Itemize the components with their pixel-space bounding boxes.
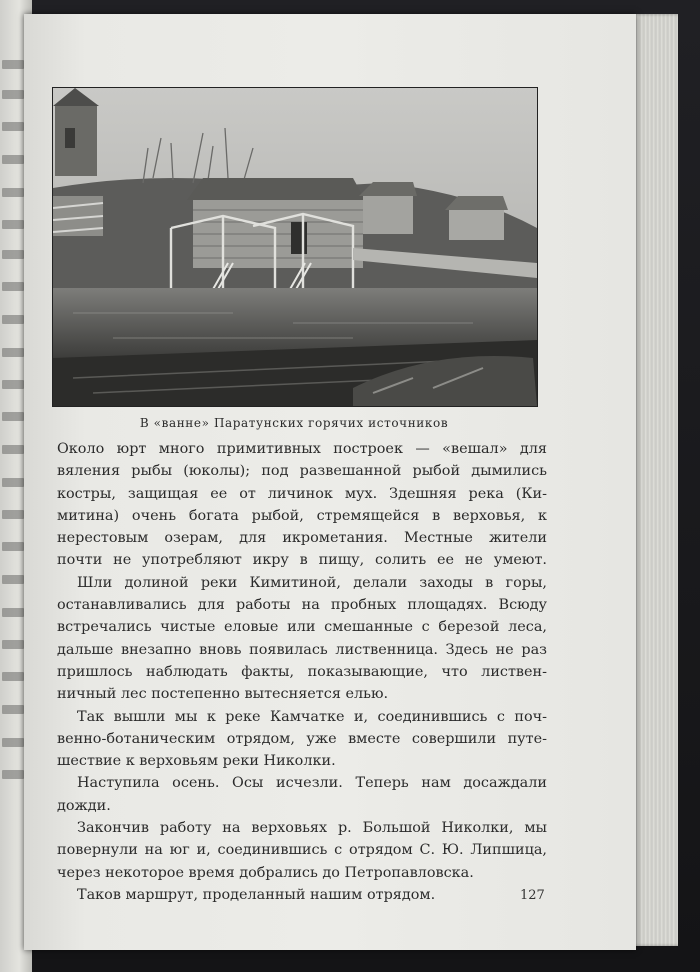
text-line: костры, защищая ее от личинок мух. Здешняя река (Ки- — [57, 485, 547, 502]
text-line: останавливались для работы на пробных площадях. Всюду — [57, 597, 547, 614]
paragraph — [57, 572, 547, 706]
text-line: встречались чистые еловые или смешанные с березой леса, — [57, 619, 547, 636]
text-line: Шли долиной реки Кимитиной, делали заходы в горы, — [77, 574, 547, 591]
paragraph — [57, 817, 547, 884]
photo-caption: В «ванне» Паратунских горячих источников — [139, 416, 449, 430]
text-line: пришлось наблюдать факты, показывающие, что листвен- — [57, 663, 547, 680]
text-line: Наступила осень. Осы исчезли. Теперь нам досаждали — [77, 775, 547, 792]
body-text — [57, 438, 547, 906]
text-line: повернули на юг и, соединившись с отрядом С. Ю. Липшица, — [57, 842, 547, 859]
paragraph — [57, 438, 547, 572]
photo-illustration — [53, 88, 537, 406]
text-line: Около юрт много примитивных построек — «вешал» для — [57, 441, 547, 457]
page-number: 127 — [520, 888, 545, 903]
text-line: нерестовым озерам, для икрометания. Местные жители — [57, 530, 547, 547]
text-line: почти не употребляют икру в пищу, солить ее не умеют. — [57, 552, 547, 569]
book-page — [24, 14, 636, 950]
text-line: ничный лес постепенно вытесняется елью. — [57, 686, 389, 703]
text-line: шествие к верховьям реки Николки. — [57, 753, 336, 770]
paragraph — [57, 884, 547, 906]
page-stack-edge — [630, 14, 678, 946]
text-line: Закончив работу на верховьях р. Большой Николки, мы — [77, 820, 547, 837]
paragraph — [57, 772, 547, 817]
text-line: митина) очень богата рыбой, стремящейся в верховья, к — [57, 507, 547, 524]
text-line: Так вышли мы к реке Камчатке и, соединившись с поч- — [77, 708, 547, 725]
text-line: Таков маршрут, проделанный нашим отрядом. — [77, 886, 436, 903]
paragraph — [57, 706, 547, 773]
text-line: дальше внезапно вновь появилась лиственница. Здесь не раз — [57, 641, 547, 658]
text-line: вяления рыбы (юколы); под развешанной рыбой дымились — [57, 463, 547, 480]
text-line: через некоторое время добрались до Петропавловска. — [57, 864, 474, 881]
photograph-hot-springs — [52, 87, 538, 407]
text-line: дожди. — [57, 797, 111, 814]
text-line: венно-ботаническим отрядом, уже вместе совершили путе- — [57, 730, 547, 747]
